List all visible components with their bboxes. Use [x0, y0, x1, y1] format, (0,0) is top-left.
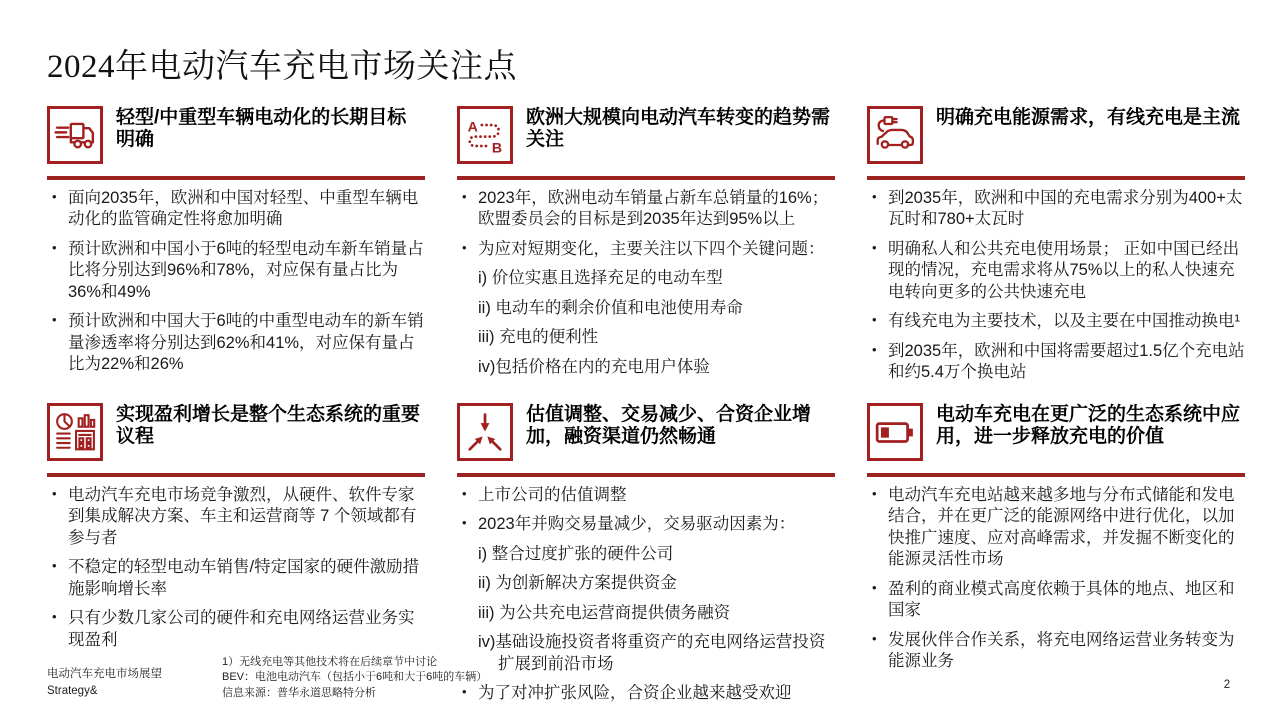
ev-car-plug-icon [867, 106, 923, 164]
bullet-list [867, 485, 1245, 673]
bullet-item: • 电动汽车充电市场竞争激烈，从硬件、软件专家到集成解决方案、车主和运营商等 7 个领域都有参与者 [47, 485, 425, 549]
footer-brand: Strategy& [47, 684, 98, 697]
section-title: 欧洲大规模向电动汽车转变的趋势需关注 [526, 107, 831, 151]
bullet-item: • 发展伙伴合作关系，将充电网络运营业务转变为能源业务 [867, 630, 1245, 673]
bullet-item: • 不稳定的轻型电动车销售/特定国家的硬件激励措施影响增长率 [47, 557, 425, 600]
footnote: 信息来源：普华永道思略特分析 [222, 686, 376, 699]
section-profitable-growth [47, 403, 425, 651]
battery-icon [867, 403, 923, 461]
footer-doc-title: 电动汽车充电市场展望 [47, 668, 162, 680]
section-fleet-electrification [47, 106, 425, 376]
section-ev-transition-trend [457, 106, 835, 378]
section-title: 明确充电能源需求，有线充电是主流 [936, 107, 1241, 128]
sub-item: iii) 为公共充电运营商提供债务融资 [478, 603, 731, 622]
section-divider [867, 176, 1245, 180]
section-valuation-deals [457, 403, 835, 705]
sub-item: iv)包括价格在内的充电用户体验 [478, 357, 710, 376]
bullet-item: • 到2035年，欧洲和中国的充电需求分别为400+太瓦时和780+太瓦时 [867, 188, 1245, 231]
sections-grid [47, 106, 1245, 705]
bullet-list [47, 188, 425, 376]
sub-item: ii) 电动车的剩余价值和电池使用寿命 [478, 298, 743, 317]
bullet-item: • 有线充电为主要技术，以及主要在中国推动换电¹ [867, 311, 1245, 332]
section-title: 实现盈利增长是整个生态系统的重要议程 [116, 404, 421, 448]
bullet-item: • 面向2035年，欧洲和中国对轻型、中重型车辆电动化的监管确定性将愈加明确 [47, 188, 425, 231]
section-header [867, 403, 1245, 467]
section-header [457, 403, 835, 467]
section-divider [867, 473, 1245, 477]
bullet-list [457, 485, 835, 705]
bullet-item: • 2023年，欧洲电动车销量占新车总销量的16%；欧盟委员会的目标是到2035年达到95%以上 [457, 188, 835, 231]
converging-arrows-icon [457, 403, 513, 461]
sub-item: ii) 为创新解决方案提供资金 [478, 574, 677, 593]
sub-item: i) 整合过度扩张的硬件公司 [478, 544, 674, 563]
business-charts-icon [47, 403, 103, 461]
footer-left [47, 666, 162, 699]
svg-text:B: B [491, 140, 503, 156]
section-header [47, 403, 425, 467]
footer-notes [222, 655, 487, 701]
sub-item: iii) 充电的便利性 [478, 328, 599, 347]
footnote: BEV：电池电动汽车（包括小于6吨和大于6吨的车辆） [222, 671, 488, 684]
sub-item: iv)基础设施投资者将重资产的充电网络运营投资扩展到前沿市场 [478, 633, 826, 673]
bullet-item: • 为了对冲扩张风险，合资企业越来越受欢迎 [457, 683, 835, 704]
section-header [47, 106, 425, 170]
bullet-item: • 到2035年，欧洲和中国将需要超过1.5亿个充电站和约5.4万个换电站 [867, 341, 1245, 384]
bullet-item: • 为应对短期变化，主要关注以下四个关键问题： i) 价位实惠且选择充足的电动车型 ii) 电动车的剩余价值和电池使用寿命 iii) 充电的便利性 iv)包括价格在内的充电用户体验 [457, 239, 835, 378]
bullet-item: • 预计欧洲和中国小于6吨的轻型电动车新车销量占比将分别达到96%和78%，对应保有量占比为36%和49% [47, 239, 425, 303]
bullet-item: • 预计欧洲和中国大于6吨的中重型电动车的新车销量渗透率将分别达到62%和41%，对应保有量占比为22%和26% [47, 311, 425, 375]
svg-text:A: A [467, 119, 478, 136]
section-broader-ecosystem [867, 403, 1245, 673]
bullet-list [47, 485, 425, 651]
section-title: 估值调整、交易减少、合资企业增加，融资渠道仍然畅通 [526, 404, 812, 448]
bullet-item: • 电动汽车充电站越来越多地与分布式储能和发电结合，并在更广泛的能源网络中进行优化，以加快推广速度、应对高峰需求，并发掘不断变化的能源灵活性市场 [867, 485, 1245, 571]
footnote: 1）无线充电等其他技术将在后续章节中讨论 [222, 656, 438, 668]
section-divider [457, 176, 835, 180]
sub-item: i) 价位实惠且选择充足的电动车型 [478, 269, 723, 288]
bullet-list [867, 188, 1245, 384]
page-title: 2024年电动汽车充电市场关注点 [47, 49, 517, 85]
bullet-item: • 2023年并购交易量减少，交易驱动因素为： i) 整合过度扩张的硬件公司 ii) 为创新解决方案提供资金 iii) 为公共充电运营商提供债务融资 iv)基础设施投资者将重资产的充电网络运营投资扩展到前沿市场 [457, 514, 835, 675]
section-divider [47, 473, 425, 477]
section-divider [457, 473, 835, 477]
section-charging-energy-demand [867, 106, 1245, 384]
page-number: 2 [1223, 679, 1231, 691]
delivery-truck-icon [47, 106, 103, 164]
section-header [867, 106, 1245, 170]
section-divider [47, 176, 425, 180]
bullet-item: • 上市公司的估值调整 [457, 485, 835, 506]
section-title: 轻型/中重型车辆电动化的长期目标明确 [116, 107, 407, 151]
section-header [457, 106, 835, 170]
bullet-item: • 只有少数几家公司的硬件和充电网络运营业务实现盈利 [47, 608, 425, 651]
route-a-to-b-icon [457, 106, 513, 164]
bullet-item: • 明确私人和公共充电使用场景； 正如中国已经出现的情况，充电需求将从75%以上的私人快速充电转向更多的公共快速充电 [867, 239, 1245, 303]
section-title: 电动车充电在更广泛的生态系统中应用，进一步释放充电的价值 [936, 404, 1241, 448]
bullet-list [457, 188, 835, 378]
bullet-item: • 盈利的商业模式高度依赖于具体的地点、地区和国家 [867, 579, 1245, 622]
